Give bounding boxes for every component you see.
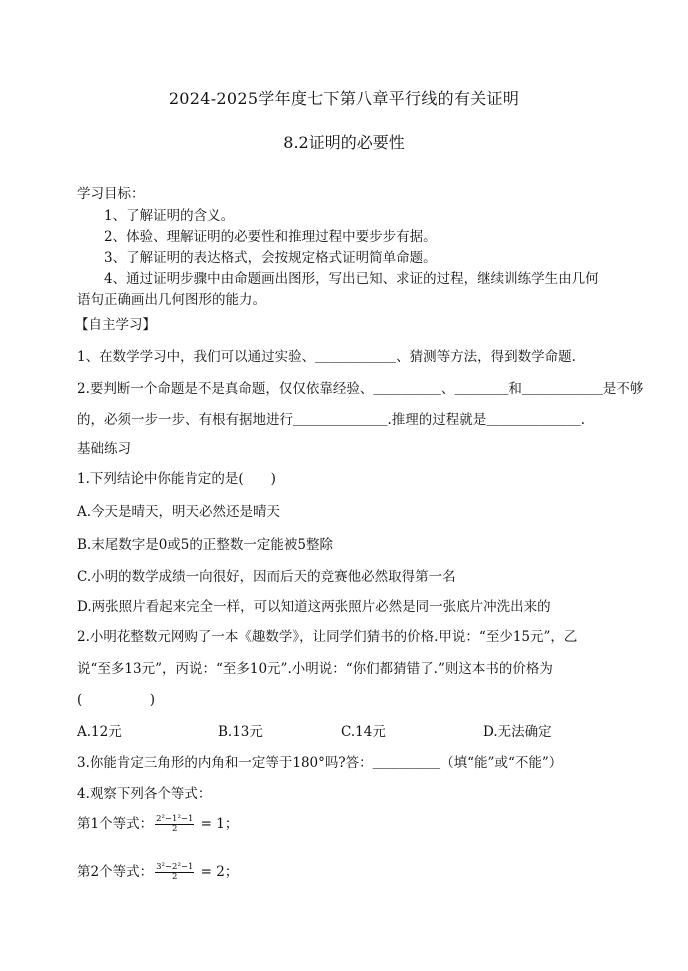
document-title: 2024-2025学年度七下第八章平行线的有关证明	[168, 89, 520, 108]
fill-question-1: 1、在数学学习中，我们可以通过实验、＿＿＿＿＿＿、猜测等方法，得到数学命题.	[77, 349, 576, 365]
equation-1	[77, 812, 238, 834]
equation-1-fraction	[155, 815, 194, 834]
self-study-heading: 【自主学习】	[75, 317, 156, 333]
equation-1-rhs: = 1；	[196, 816, 239, 832]
equation-2-prefix: 第2个等式：	[77, 864, 154, 880]
equation-1-prefix: 第1个等式：	[77, 816, 154, 832]
practice-heading: 基础练习	[77, 441, 131, 457]
equation-2-denominator: 2	[172, 872, 178, 882]
question-2-option-c: C.14元	[341, 724, 386, 740]
question-1-stem: 1.下列结论中你能肯定的是( )	[77, 471, 276, 487]
question-1-option-a: A.今天是晴天，明天必然还是晴天	[77, 504, 281, 520]
equation-2-rhs: = 2；	[196, 864, 239, 880]
equation-1-numerator: 2²−1²−1	[156, 814, 194, 824]
question-2-stem-line1: 2.小明花整数元网购了一本《趣数学》，让同学们猜书的价格.甲说：“至少15元”，乙	[77, 629, 578, 645]
question-1-option-c: C.小明的数学成绩一向很好，因而后天的竞赛他必然取得第一名	[77, 569, 456, 585]
objective-item: 1、了解证明的含义。	[104, 208, 235, 224]
equation-1-denominator: 2	[172, 824, 178, 834]
objectives-heading: 学习目标：	[77, 186, 145, 202]
objective-item: 4、通过证明步骤中由命题画出图形，写出已知、求证的过程，继续训练学生由几何	[104, 271, 599, 287]
section-title: 8.2证明的必要性	[283, 133, 405, 152]
question-2-stem-line2: 说“至多13元”，丙说：“至多10元”.小明说：“你们都猜错了.”则这本书的价格为	[77, 661, 553, 677]
question-2-option-d: D.无法确定	[483, 724, 552, 740]
fill-question-2-line2: 的，必须一步一步、有根有据地进行＿＿＿＿＿＿＿.推理的过程就是＿＿＿＿＿＿＿.	[77, 412, 586, 428]
equation-2-fraction	[155, 863, 194, 882]
fill-question-2-line1: 2.要判断一个命题是不是真命题，仅仅依靠经验、＿＿＿＿＿、＿＿＿＿和＿＿＿＿＿＿是不够	[77, 381, 644, 397]
objective-item: 3、了解证明的表达格式，会按规定格式证明简单命题。	[104, 250, 437, 266]
equation-2-numerator: 3²−2²−1	[156, 862, 194, 872]
question-2-answer-blank: ( )	[77, 692, 156, 708]
question-3: 3.你能肯定三角形的内角和一定等于180°吗?答：＿＿＿＿＿（填“能”或“不能”）	[77, 755, 563, 771]
question-1-option-d: D.两张照片看起来完全一样，可以知道这两张照片必然是同一张底片冲洗出来的	[77, 599, 551, 615]
equation-2	[77, 860, 238, 882]
question-4-stem: 4.观察下列各个等式：	[77, 786, 212, 802]
question-1-option-b: B.末尾数字是0或5的正整数一定能被5整除	[77, 537, 333, 553]
objective-item-continued: 语句正确画出几何图形的能力。	[77, 292, 266, 308]
question-2-option-a: A.12元	[77, 724, 122, 740]
question-2-option-b: B.13元	[218, 724, 263, 740]
objective-item: 2、体验、理解证明的必要性和推理过程中要步步有据。	[104, 229, 437, 245]
